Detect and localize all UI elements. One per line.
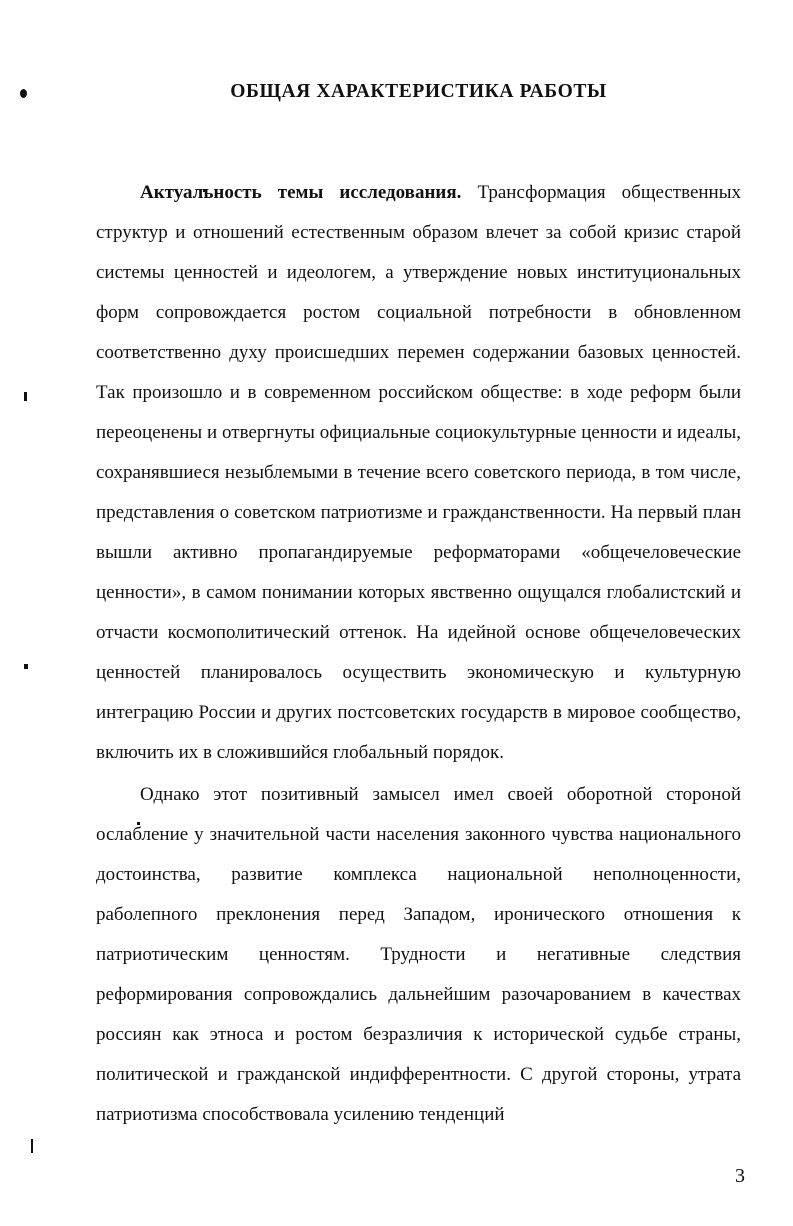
scan-artifact-dot (20, 89, 27, 98)
scan-artifact-mark (24, 392, 27, 401)
paragraph-text: Трансформация общественных структур и отношений естественным образом влечет за собой кризис старой системы ценностей и идеологем, а утверждение новых институциональных форм сопровождается ростом социальной потребности в обновленном соответственно духу происшедших перемен содержании базовых ценностей. Так произошло и в современном российском обществе: в ходе реформ были переоценены и отвергнуты официальные социокультурные ценности и идеалы, сохранявшиеся незыблемыми в течение всего советского периода, в том числе, представления о советском патриотизме и гражданственности. На первый план вышли активно пропагандируемые реформаторами «общечеловеческие ценности», в самом понимании которых явственно ощущался глобалистский и отчасти космополитический оттенок. На идейной основе общечеловеческих ценностей планировалось осуществить экономическую и культурную интеграцию России и других постсоветских государств в мировое сообщество, включить их в сложившийся глобальный порядок. (96, 182, 741, 764)
paragraph (96, 775, 741, 1135)
document-body (96, 80, 741, 1135)
scan-artifact-mark (24, 664, 28, 669)
paragraph-text: Однако этот позитивный замысел имел своей оборотной стороной ослабление у значительной части населения законного чувства национального достоинства, развитие комплекса национальной неполноценности, раболепного преклонения перед Западом, иронического отношения к патриотическим ценностям. Трудности и негативные следствия реформирования сопровождались дальнейшим разочарованием в качествах россиян как этноса и ростом безразличия к исторической судьбе страны, политической и гражданской индифферентности. С другой стороны, утрата патриотизма способствовала усилению тенденций (96, 784, 741, 1126)
page-number: 3 (735, 1165, 745, 1187)
paragraph (96, 173, 741, 773)
paragraph-lead: Актуальность темы исследования. (140, 182, 462, 204)
scan-artifact-mark (31, 1139, 33, 1153)
page-title: ОБЩАЯ ХАРАКТЕРИСТИКА РАБОТЫ (230, 81, 607, 102)
